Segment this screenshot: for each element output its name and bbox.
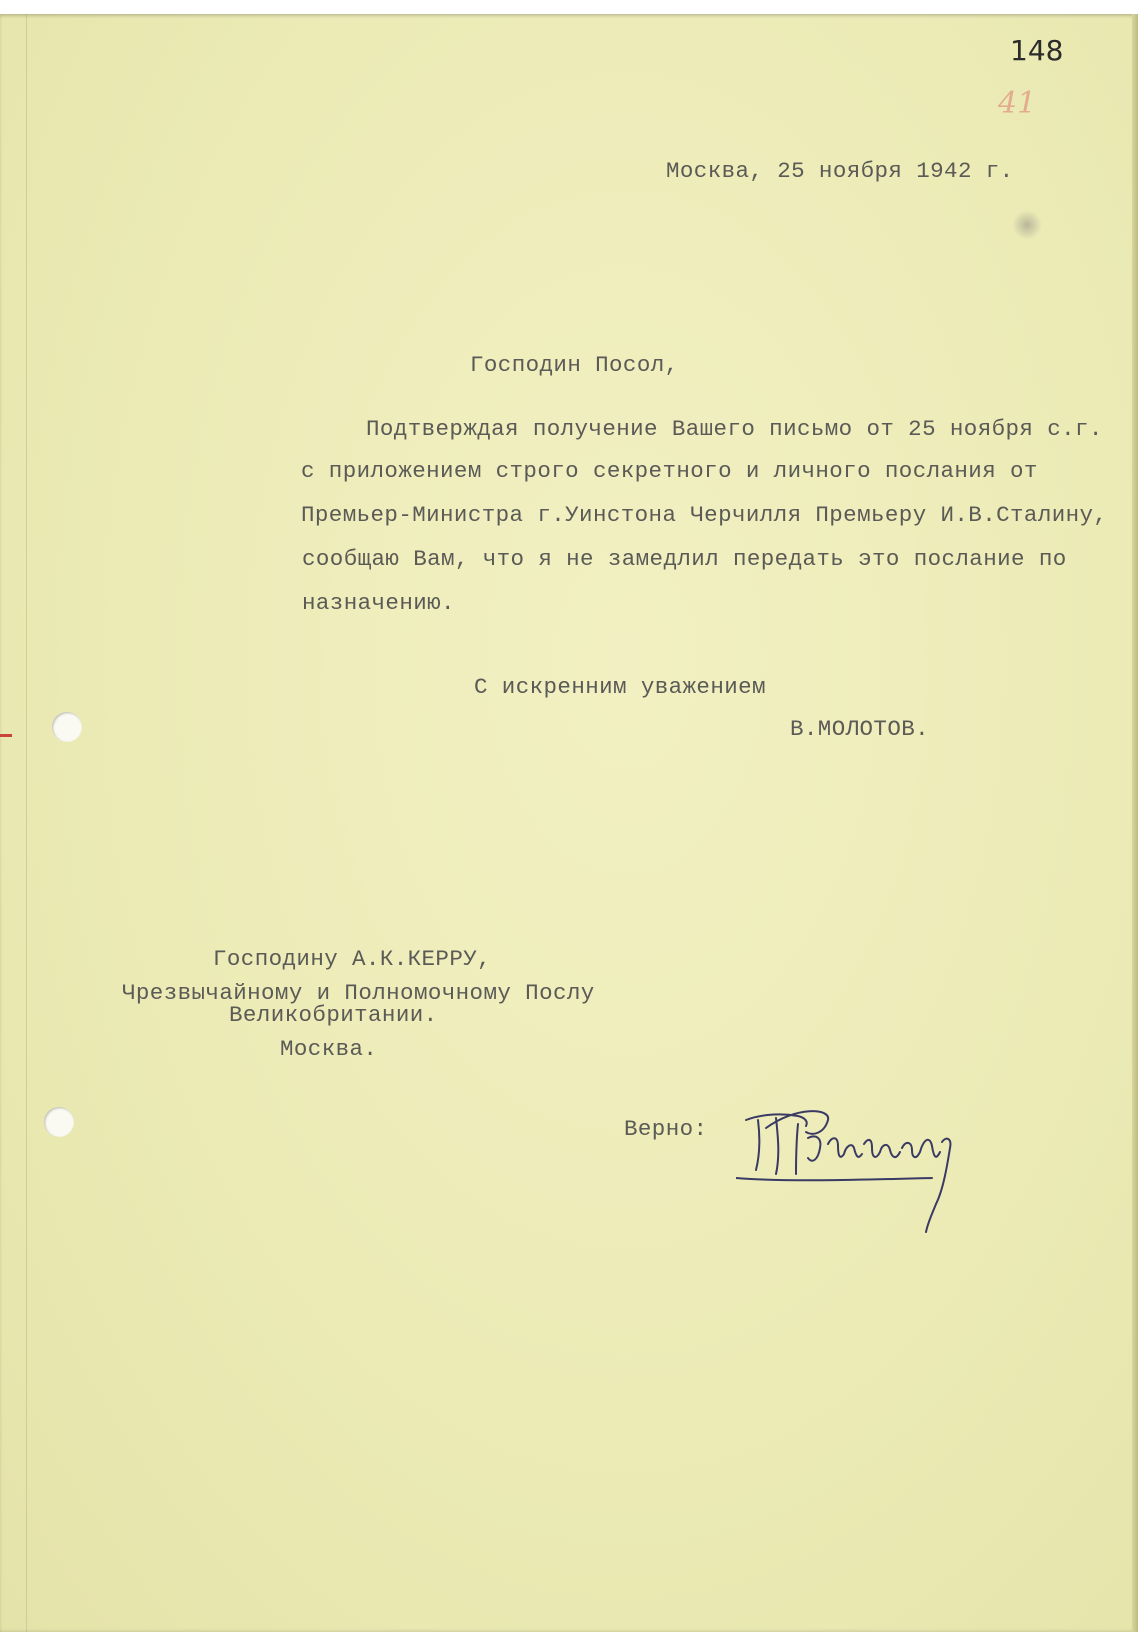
red-margin-mark bbox=[0, 734, 12, 737]
old-folio-mark: 41 bbox=[998, 86, 1037, 121]
body-line-5: назначению. bbox=[302, 590, 455, 616]
margin-line bbox=[26, 14, 27, 1632]
certification-label: Верно: bbox=[624, 1116, 708, 1142]
handwritten-signature bbox=[736, 1108, 976, 1258]
body-line-3: Премьер-Министра г.Уинстона Черчилля Премьеру И.В.Сталину, bbox=[301, 502, 1108, 528]
recipient-line-2: Чрезвычайному и Полномочному Послу bbox=[122, 980, 595, 1006]
body-line-4: сообщаю Вам, что я не замедлил передать это послание по bbox=[302, 546, 1067, 572]
date-line: Москва, 25 ноября 1942 г. bbox=[666, 158, 1014, 184]
punch-hole bbox=[52, 712, 82, 742]
ink-smudge bbox=[1012, 210, 1042, 240]
closing-line: С искренним уважением bbox=[474, 674, 766, 700]
signatory-name: В.МОЛОТОВ. bbox=[790, 716, 930, 742]
salutation: Господин Посол, bbox=[470, 352, 679, 378]
punch-hole bbox=[44, 1107, 74, 1137]
recipient-line-3: Великобритании. bbox=[229, 1002, 438, 1028]
paper-sheet bbox=[0, 14, 1138, 1632]
recipient-line-4: Москва. bbox=[280, 1036, 378, 1062]
folio-number: 148 bbox=[1010, 34, 1064, 67]
body-line-2: с приложением строго секретного и личного послания от bbox=[301, 458, 1038, 484]
body-line-1: Подтверждая получение Вашего письмо от 25 ноября с.г. bbox=[366, 416, 1103, 442]
recipient-line-1: Господину А.К.КЕРРУ, bbox=[213, 946, 492, 972]
